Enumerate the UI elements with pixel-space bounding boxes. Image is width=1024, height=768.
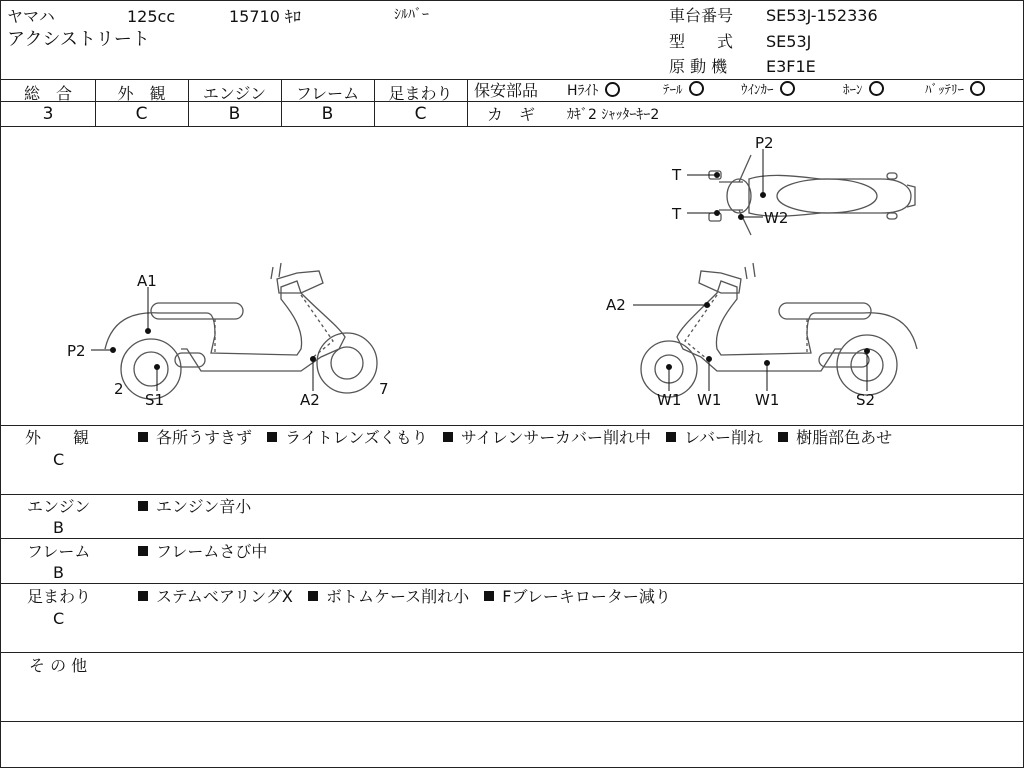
remark-items-engine [138, 497, 251, 517]
bullet-square-icon [778, 432, 788, 442]
safety-item-headlight [567, 81, 620, 101]
diagram-label: A2 [606, 296, 626, 314]
safety-item-winker [741, 81, 795, 101]
diagram-label: A2 [300, 391, 320, 409]
divider [1, 538, 1023, 539]
diagram-label: W2 [764, 209, 789, 227]
safety-label: 保安部品 [474, 81, 539, 100]
bullet-square-icon [666, 432, 676, 442]
diagram-label: S2 [856, 391, 876, 409]
ok-circle-icon [605, 82, 620, 97]
remark-item: ステムベアリングX [156, 587, 293, 606]
diagram-label: P2 [755, 134, 774, 152]
diagram-label: 7 [379, 380, 389, 398]
remark-item: 樹脂部色あせ [796, 428, 893, 447]
bullet-square-icon [267, 432, 277, 442]
grade-header-frame: フレーム [295, 84, 360, 103]
safety-item-label: ｳｲﾝｶｰ [741, 83, 774, 98]
remark-items-exterior [138, 428, 892, 448]
key-value: ｶｷﾞ2 ｼｬｯﾀｰｷｰ2 [567, 107, 660, 123]
diagram-label: 2 [114, 380, 124, 398]
remark-item: Fブレーキローター減り [502, 587, 671, 606]
remark-item: エンジン音小 [156, 497, 252, 516]
key-label: カ ギ [487, 105, 536, 124]
bullet-square-icon [308, 591, 318, 601]
grade-value-exterior: C [135, 104, 148, 124]
remark-item: レバー削れ [684, 428, 763, 447]
grade-value-suspension: C [414, 104, 427, 124]
engine-value: E3F1E [766, 57, 816, 76]
remark-item: サイレンサーカバー削れ中 [460, 428, 652, 447]
remark-items-suspension [138, 587, 671, 607]
maker: ヤマハ [7, 7, 55, 26]
chassis-value: SE53J-152336 [766, 6, 878, 25]
divider [1, 652, 1023, 653]
ok-circle-icon [689, 81, 704, 96]
bullet-square-icon [138, 546, 148, 556]
engine-label: 原 動 機 [669, 57, 728, 76]
scooter-right-view [641, 263, 917, 397]
safety-item-horn [843, 81, 884, 101]
remark-grade-engine: B [53, 518, 64, 537]
safety-item-label: ﾎｰﾝ [843, 83, 863, 98]
remark-item: ライトレンズくもり [285, 428, 428, 447]
diagram-label: A1 [137, 272, 157, 290]
bullet-square-icon [443, 432, 453, 442]
remark-items-frame [138, 542, 267, 562]
safety-item-label: Hﾗｲﾄ [567, 83, 599, 99]
grade-header-engine: エンジン [202, 84, 267, 103]
divider [1, 79, 1023, 80]
bullet-square-icon [484, 591, 494, 601]
grade-value-frame: B [321, 104, 334, 124]
remark-item: ボトムケース削れ小 [325, 587, 470, 606]
divider [1, 494, 1023, 495]
divider [467, 79, 468, 126]
bullet-square-icon [138, 432, 148, 442]
displacement: 125cc [127, 7, 176, 26]
diagram-label: W1 [697, 391, 722, 409]
model-name: アクシストリート [7, 29, 150, 50]
remark-title-other: そ の 他 [29, 656, 88, 675]
type-value: SE53J [766, 32, 812, 51]
grade-header-suspension: 足まわり [388, 84, 453, 103]
ok-circle-icon [970, 81, 985, 96]
ok-circle-icon [780, 81, 795, 96]
safety-item-tail [663, 81, 704, 101]
safety-item-label: ﾊﾞｯﾃﾘｰ [925, 83, 964, 98]
bullet-square-icon [138, 591, 148, 601]
diagram-label: T [672, 166, 682, 184]
divider [1, 425, 1023, 426]
safety-item-battery [925, 81, 985, 101]
diagram-label: P2 [67, 342, 86, 360]
color: ｼﾙﾊﾞｰ [394, 7, 429, 23]
diagram-label: W1 [755, 391, 780, 409]
divider [1, 583, 1023, 584]
safety-item-label: ﾃｰﾙ [663, 83, 683, 98]
remark-title-exterior: 外 観 [25, 428, 90, 447]
chassis-label: 車台番号 [669, 6, 734, 25]
diagram-label: S1 [145, 391, 165, 409]
remark-title-engine: エンジン [27, 497, 91, 516]
remark-grade-frame: B [53, 563, 64, 582]
grade-header-overall: 総 合 [23, 84, 72, 103]
remark-title-suspension: 足まわり [27, 587, 92, 606]
grade-value-overall: 3 [42, 104, 54, 124]
diagram-label: T [672, 205, 682, 223]
grade-header-exterior: 外 観 [117, 84, 166, 103]
divider [1, 721, 1023, 722]
scooter-top-view [709, 155, 915, 235]
ok-circle-icon [869, 81, 884, 96]
bullet-square-icon [138, 501, 148, 511]
grade-value-engine: B [228, 104, 241, 124]
remark-item: フレームさび中 [156, 542, 268, 561]
remark-title-frame: フレーム [27, 542, 91, 561]
diagram-label: W1 [657, 391, 682, 409]
remark-grade-exterior: C [53, 450, 65, 469]
mileage: 15710 ｷﾛ [229, 7, 301, 26]
remark-item: 各所うすきず [156, 428, 253, 447]
type-label: 型 式 [669, 32, 734, 51]
remark-grade-suspension: C [53, 609, 65, 628]
